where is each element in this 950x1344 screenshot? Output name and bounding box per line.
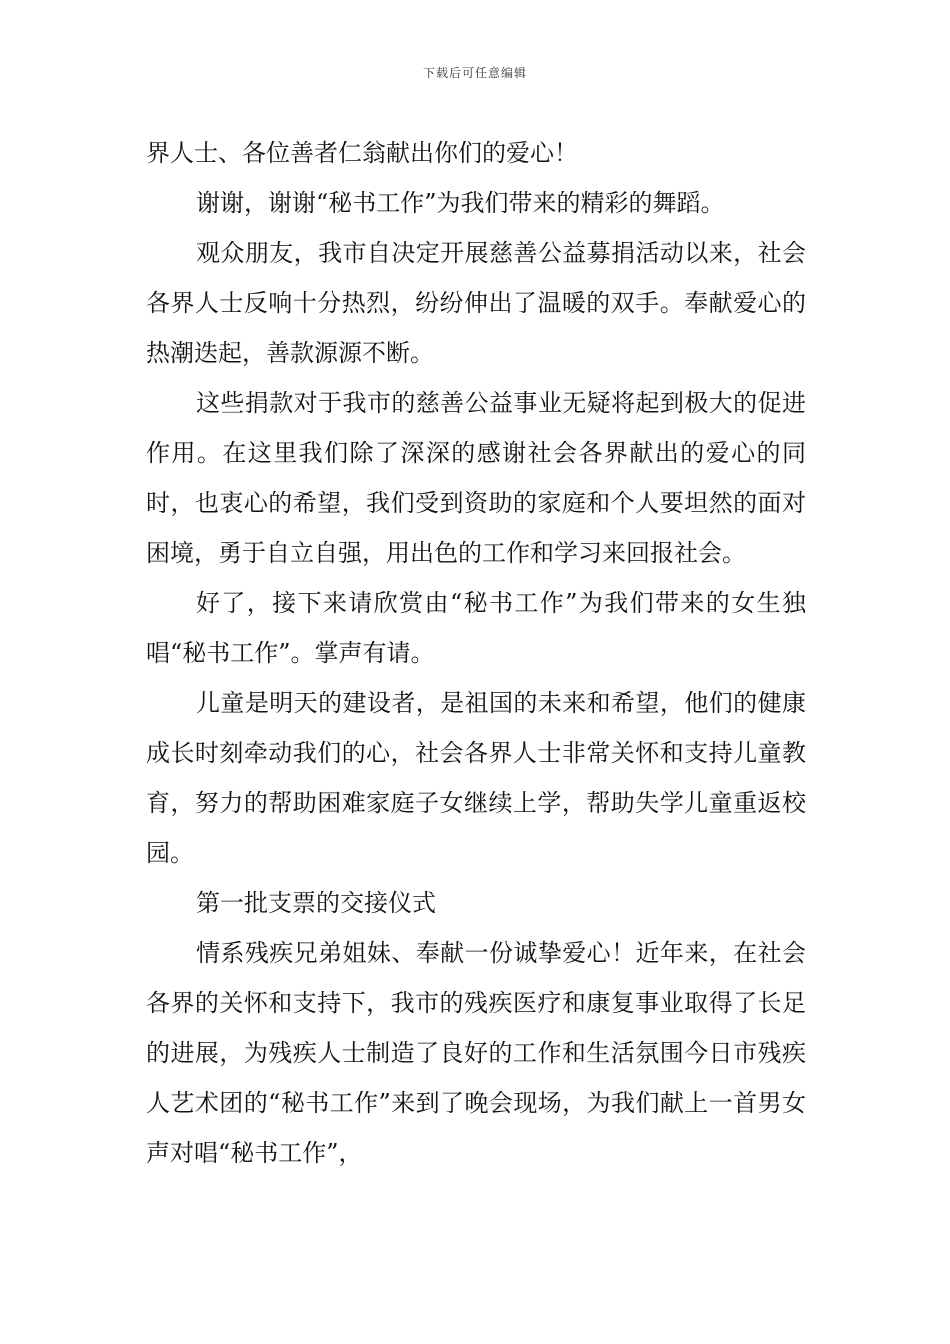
paragraph-3: 观众朋友，我市自决定开展慈善公益募捐活动以来，社会各界人士反响十分热烈，纷纷伸出了温暖的双手。奉献爱心的热潮迭起，善款源源不断。 <box>146 239 806 367</box>
page-header: 下载后可任意编辑 <box>422 66 527 80</box>
paragraph-1: 界人士、各位善者仁翁献出你们的爱心！ <box>146 139 578 167</box>
paragraph-6: 儿童是明天的建设者，是祖国的未来和希望，他们的健康成长时刻牵动我们的心，社会各界人士非常关怀和支持儿童教育，努力的帮助困难家庭子女继续上学，帮助失学儿童重返校园。 <box>146 689 806 867</box>
paragraph-5: 好了，接下来请欣赏由“秘书工作”为我们带来的女生独唱“秘书工作”。掌声有请。 <box>146 589 806 667</box>
paragraph-7: 第一批支票的交接仪式 <box>196 889 436 917</box>
paragraph-4: 这些捐款对于我市的慈善公益事业无疑将起到极大的促进作用。在这里我们除了深深的感谢社会各界献出的爱心的同时，也衷心的希望，我们受到资助的家庭和个人要坦然的面对困境，勇于自立自强，用出色的工作和学习来回报社会。 <box>146 389 806 567</box>
paragraph-8: 情系残疾兄弟姐妹、奉献一份诚挚爱心！近年来，在社会各界的关怀和支持下，我市的残疾医疗和康复事业取得了长足的进展，为残疾人士制造了良好的工作和生活氛围今日市残疾人艺术团的“秘书工作”来到了晚会现场，为我们献上一首男女声对唱“秘书工作”， <box>146 939 806 1167</box>
paragraph-2: 谢谢，谢谢“秘书工作”为我们带来的精彩的舞蹈。 <box>196 189 725 217</box>
document-body <box>146 128 806 1178</box>
